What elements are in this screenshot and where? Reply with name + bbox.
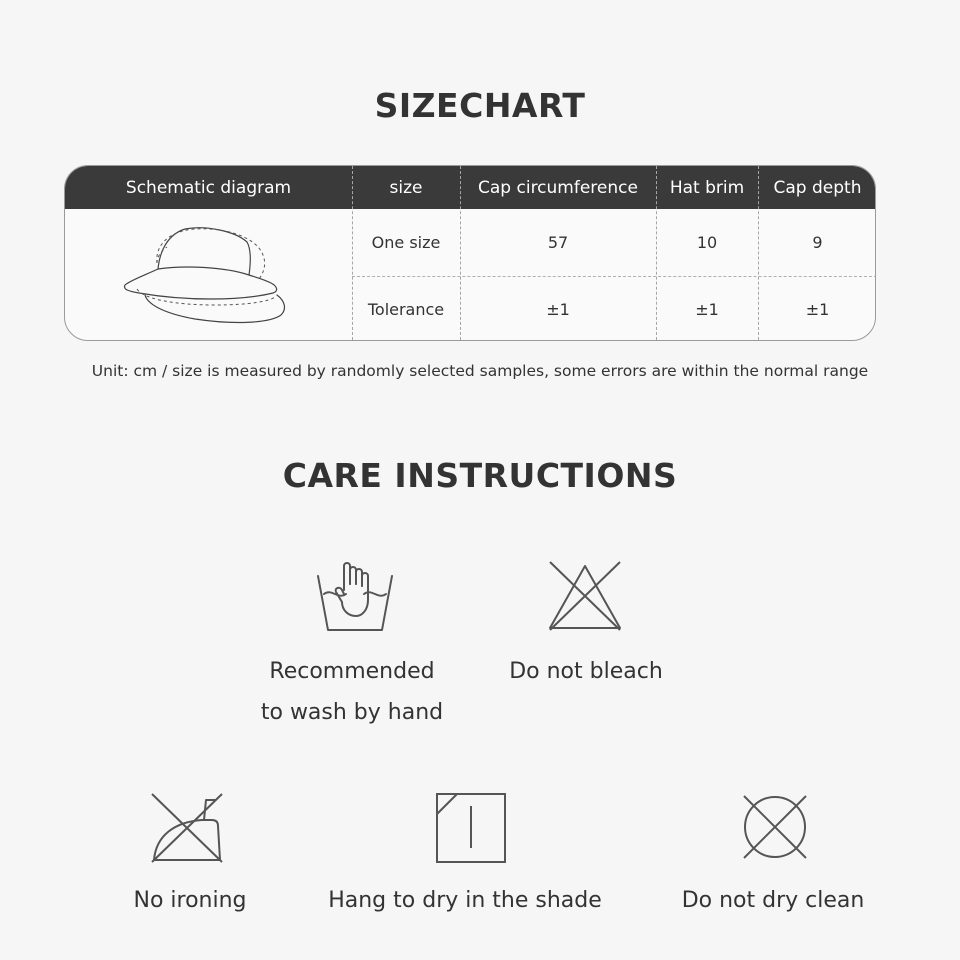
value-brim-tolerance: ±1 xyxy=(695,299,719,319)
header-cap-depth: Cap depth xyxy=(773,177,862,198)
value-brim-one-size: 10 xyxy=(696,233,718,252)
size-note: Unit: cm / size is measured by randomly selected samples, some errors are within the normal range xyxy=(91,362,869,380)
value-depth-tolerance: ±1 xyxy=(805,299,830,319)
bucket-hat-diagram-icon xyxy=(65,209,352,341)
header-schematic-diagram: Schematic diagram xyxy=(125,177,292,198)
row-label-one-size: One size xyxy=(371,233,441,252)
care-label-no-ironing: No ironing xyxy=(133,888,247,913)
shade-dry-icon xyxy=(435,792,507,864)
hand-wash-icon xyxy=(316,560,394,634)
care-label-no-bleach: Do not bleach xyxy=(509,659,663,684)
header-size: size xyxy=(389,177,423,198)
size-table xyxy=(64,165,876,341)
care-label-hand-wash-line2: to wash by hand xyxy=(260,700,444,725)
value-depth-one-size: 9 xyxy=(812,233,823,252)
row-label-tolerance: Tolerance xyxy=(367,299,445,319)
no-iron-icon xyxy=(150,792,224,864)
care-title: CARE INSTRUCTIONS xyxy=(282,456,678,495)
no-dry-clean-icon xyxy=(740,792,810,862)
header-hat-brim: Hat brim xyxy=(669,177,745,198)
care-label-hand-wash: Recommended xyxy=(269,659,435,684)
value-circumference-tolerance: ±1 xyxy=(546,299,570,319)
care-label-shade-dry: Hang to dry in the shade xyxy=(328,888,602,913)
sizechart-title: SIZECHART xyxy=(374,86,586,125)
no-bleach-icon xyxy=(546,560,624,632)
care-label-no-dry-clean: Do not dry clean xyxy=(681,888,865,913)
header-cap-circumference: Cap circumference xyxy=(478,177,638,198)
size-table-header xyxy=(65,166,875,209)
value-circumference-one-size: 57 xyxy=(547,233,569,252)
